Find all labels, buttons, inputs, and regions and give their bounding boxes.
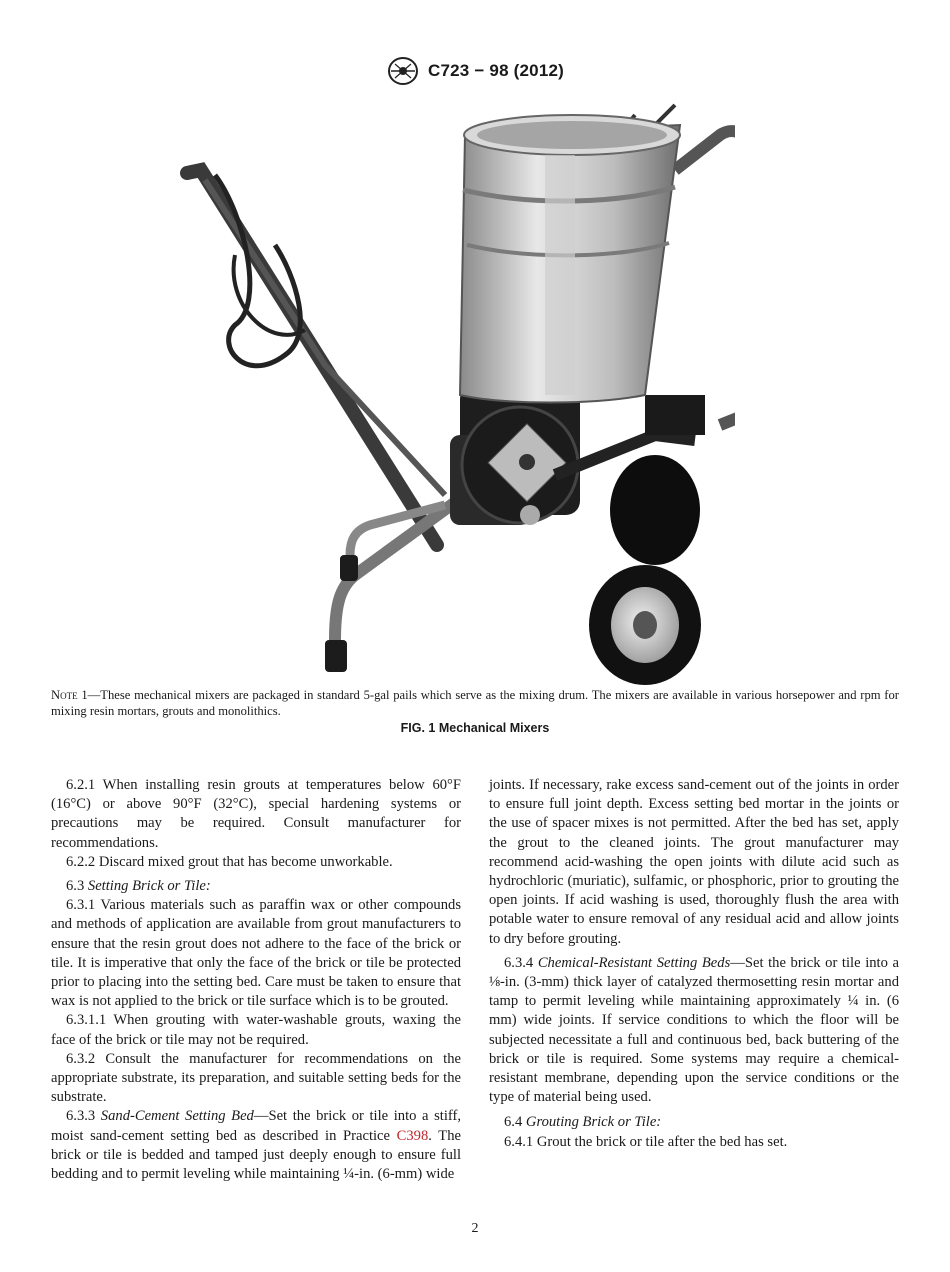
practice-c398-link[interactable]: C398 bbox=[396, 1127, 429, 1144]
section-title: Grouting Brick or Tile: bbox=[525, 1114, 662, 1131]
document-designation: C723 − 98 (2012) bbox=[428, 61, 564, 80]
section-number: 6.3 bbox=[66, 878, 85, 895]
paragraph-6-3-3-continued: joints. If necessary, rake excess sand-cement out of the joints in order to ensure full joint depth. Excess setting bed mortar in the joints or the use of spacer mixes is not permitted. After the bed has set, apply the grout to the cleaned joints. The grout manufacturer may recommend acid-washing the open joints with dilute acid such as hydrochloric (muriatic), sulfamic, or phosphoric, prior to grouting the open joints. If acid washing is used, thoroughly flush the area with potable water to ensure removal of any residual acid and allow joints to dry before grouting. bbox=[489, 777, 899, 947]
heading-6-3 bbox=[51, 877, 461, 896]
page-number: 2 bbox=[471, 1221, 479, 1236]
figure-caption: FIG. 1 Mechanical Mixers bbox=[400, 721, 550, 735]
page-header bbox=[0, 56, 950, 86]
paragraph-6-2-2: 6.2.2 Discard mixed grout that has become unworkable. bbox=[66, 853, 393, 870]
right-column bbox=[489, 776, 899, 1152]
section-title: Chemical-Resistant Setting Beds bbox=[537, 954, 731, 971]
mixer-photo bbox=[175, 95, 735, 685]
paragraph-6-4-1: 6.4.1 Grout the brick or tile after the bed has set. bbox=[504, 1133, 788, 1150]
paragraph-text: —Set the brick or tile into a stiff, moist sand-cement setting bed as described in Practice bbox=[51, 1108, 461, 1144]
paragraph-6-3-1: 6.3.1 Various materials such as paraffin wax or other compounds and methods of application are available from grout manufacturers to ensure that the resin grout does not adhere to the face of the brick or tile. It is imperative that only the face of the brick or tile be protected prior to placing into the setting bed. Care must be taken to ensure that wax is not applied to the brick or tile surface which is to be grouted. bbox=[51, 897, 461, 1010]
section-title: Setting Brick or Tile: bbox=[87, 878, 211, 895]
note-label: Note 1 bbox=[51, 688, 88, 702]
paragraph-6-3-3 bbox=[51, 1107, 461, 1184]
paragraph-6-3-4 bbox=[489, 954, 899, 1108]
heading-6-4 bbox=[489, 1113, 899, 1132]
note-text: —These mechanical mixers are packaged in standard 5-gal pails which serve as the mixing drum. The mixers are available in various horsepower and rpm for mixing resin mortars, grouts and monolithics. bbox=[51, 688, 899, 718]
paragraph-text: —Set the brick or tile into a ⅛-in. (3-mm) thick layer of catalyzed thermosetting resin mortar and tamp to permit leveling while maintaining approximately ¼ in. (6 mm) wide joints. If service conditions to which the floor will be subjected necessitate a full and continuous bed, back buttering of the brick or tile is required. Some systems may require a chemical-resistant membrane, depending upon the service conditions or the type of material being used. bbox=[489, 954, 899, 1106]
paragraph-6-3-2: 6.3.2 Consult the manufacturer for recommendations on the appropriate substrate, its preparation, and suitable setting beds for the substrate. bbox=[51, 1050, 461, 1106]
figure-note bbox=[51, 687, 899, 719]
paragraph-text: . The brick or tile is bedded and tamped just deeply enough to ensure full bedding and to permit leveling while maintaining ¼-in. (6-mm) wide bbox=[51, 1127, 461, 1183]
astm-logo-icon bbox=[386, 56, 420, 86]
section-number: 6.3.3 bbox=[66, 1108, 96, 1125]
paragraph-6-3-1-1: 6.3.1.1 When grouting with water-washable grouts, waxing the face of the brick or tile may not be required. bbox=[51, 1012, 461, 1048]
paragraph-6-2-1: 6.2.1 When installing resin grouts at temperatures below 60°F (16°C) or above 90°F (32°C), special hardening systems or precautions may be required. Consult manufacturer for recommendations. bbox=[51, 777, 461, 851]
left-column bbox=[51, 776, 461, 1184]
section-title: Sand-Cement Setting Bed bbox=[100, 1108, 254, 1125]
section-number: 6.3.4 bbox=[504, 954, 534, 971]
section-number: 6.4 bbox=[504, 1114, 523, 1131]
